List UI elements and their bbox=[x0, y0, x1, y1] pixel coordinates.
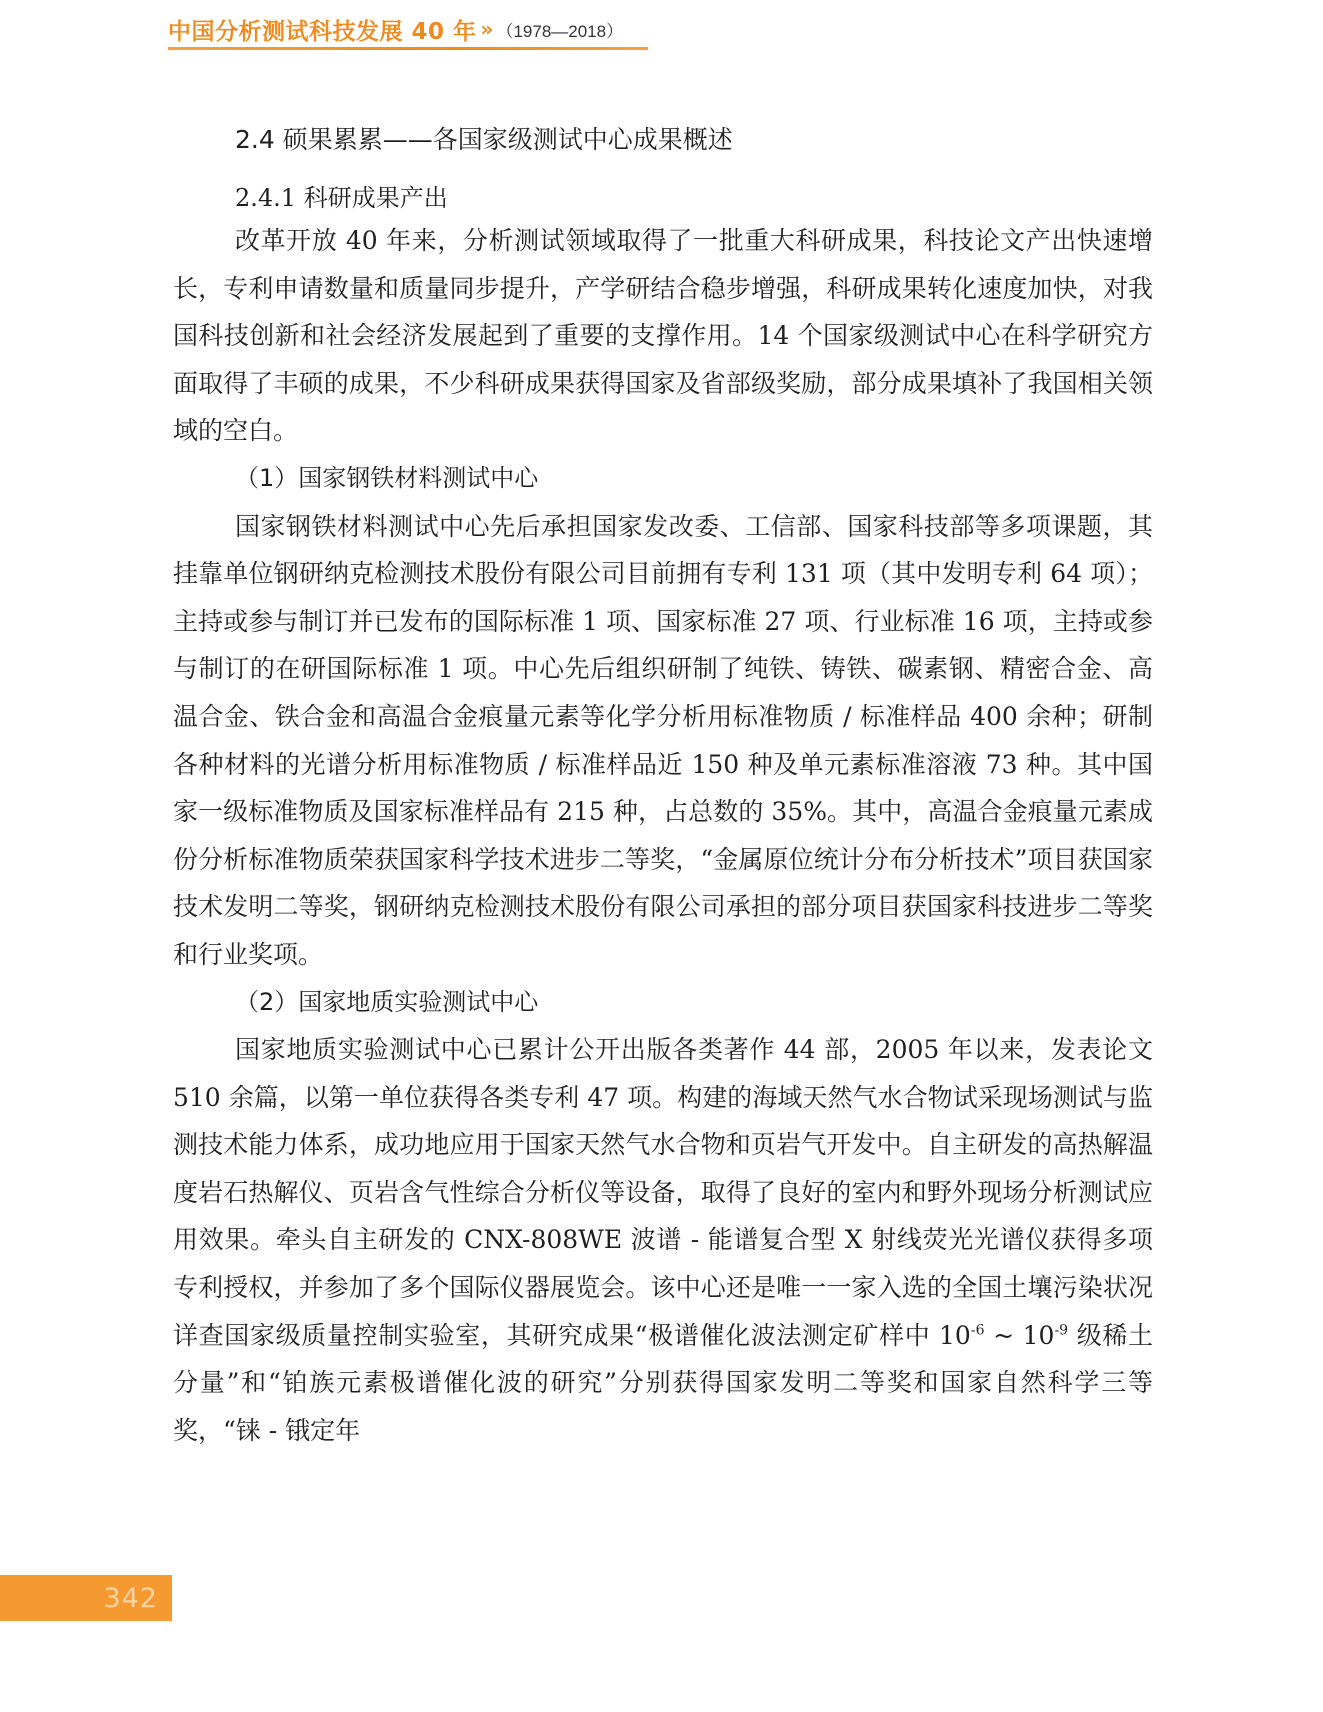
section-heading: 2.4 硕果累累——各国家级测试中心成果概述 bbox=[235, 125, 733, 154]
header-rule bbox=[168, 47, 648, 50]
geology-center-paragraph bbox=[173, 1026, 1153, 1454]
item-heading-steel-center: （1）国家钢铁材料测试中心 bbox=[235, 463, 539, 492]
subsection-heading: 2.4.1 科研成果产出 bbox=[235, 184, 448, 212]
intro-paragraph: 改革开放 40 年来，分析测试领域取得了一批重大科研成果，科技论文产出快速增长，专利申请数量和质量同步提升，产学研结合稳步增强，科研成果转化速度加快，对我国科技创新和社会经济发展起到了重要的支撑作用。14 个国家级测试中心在科学研究方面取得了丰硕的成果，不少科研成果获得国家及省部级奖励，部分成果填补了我国相关领域的空白。 bbox=[173, 226, 1153, 446]
item-heading-geology-center: （2）国家地质实验测试中心 bbox=[235, 987, 539, 1016]
geology-text-part1: 国家地质实验测试中心已累计公开出版各类著作 44 部，2005 年以来，发表论文 510 余篇，以第一单位获得各类专利 47 项。构建的海域天然气水合物试采现场测试与监测技术能力体系，成功地应用于国家天然气水合物和页岩气开发中。自主研发的高热解温度岩石热解仪、页岩含气性综合分析仪等设备，取得了良好的室内和野外现场分析测试应用效果。牵头自主研发的 CNX-808WE 波谱 - 能谱复合型 X 射线荧光光谱仪获得多项专利授权，并参加了多个国际仪器展览会。该中心还是唯一一家入选的全国土壤污染状况详查国家级质量控制实验室，其研究成果“极谱催化波法测定矿样中 10 bbox=[173, 1035, 1153, 1350]
running-header bbox=[168, 10, 648, 48]
superscript-exponent-1: -6 bbox=[970, 1322, 985, 1339]
book-years: （1978—2018） bbox=[496, 21, 624, 41]
superscript-exponent-2: -9 bbox=[1054, 1322, 1069, 1339]
steel-center-paragraph: 国家钢铁材料测试中心先后承担国家发改委、工信部、国家科技部等多项课题，其挂靠单位钢研纳克检测技术股份有限公司目前拥有专利 131 项（其中发明专利 64 项）；主持或参与制订并已发布的国际标准 1 项、国家标准 27 项、行业标准 16 项，主持或参与制订的在研国际标准 1 项。中心先后组织研制了纯铁、铸铁、碳素钢、精密合金、高温合金、铁合金和高温合金痕量元素等化学分析用标准物质 / 标准样品 400 余种；研制各种材料的光谱分析用标准物质 / 标准样品近 150 种及单元素标准溶液 73 种。其中国家一级标准物质及国家标准样品有 215 种，占总数的 35%。其中，高温合金痕量元素成份分析标准物质荣获国家科学技术进步二等奖，“金属原位统计分布分析技术”项目获国家技术发明二等奖，钢研纳克检测技术股份有限公司承担的部分项目获国家科技进步二等奖 和行业奖项。 bbox=[173, 511, 1153, 969]
page-number-tab bbox=[0, 1575, 172, 1621]
chevron-right-icon: » bbox=[480, 17, 491, 41]
page-body bbox=[173, 120, 1153, 1454]
book-title: 中国分析测试科技发展 40 年 bbox=[168, 18, 477, 45]
geology-text-part3: 级稀土分量”和“铂族元素极谱催化波的研究”分别获得国家发明二等奖和国家自然科学三等奖，“铼 - 锇定年 bbox=[173, 1320, 1154, 1445]
geology-text-part2: ~ 10 bbox=[984, 1320, 1055, 1350]
page-number: 342 bbox=[103, 1582, 158, 1614]
